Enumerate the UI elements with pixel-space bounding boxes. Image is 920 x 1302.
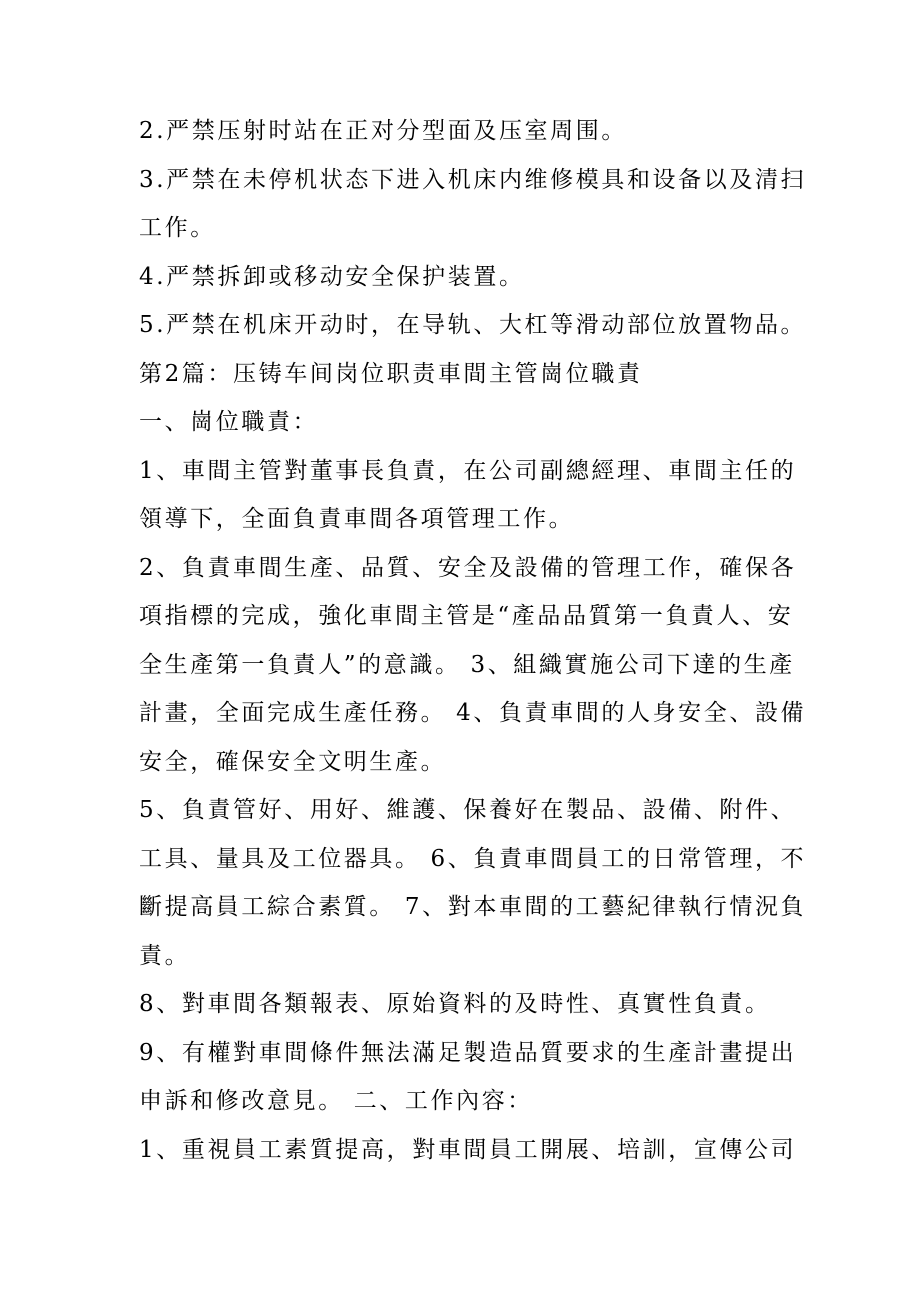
document-body [139, 107, 809, 1174]
paragraph-10: 1、重視員工素質提高，對車間員工開展、培訓，宣傳公司 [139, 1136, 797, 1163]
subsection-heading: 一、崗位職責： [139, 409, 319, 435]
paragraph-9: 9、有權對車間條件無法滿足製造品質要求的生產計畫提出申訴和修改意見。 二、工作內容： [139, 1039, 797, 1114]
paragraph-4: 5.严禁在机床开动时，在导轨、大杠等滑动部位放置物品。 [139, 312, 807, 338]
paragraph-7: 5、負責管好、用好、維護、保養好在製品、設備、附件、工具、量具及工位器具。 6、負責車間員工的日常管理，不斷提高員工綜合素質。 7、對本車間的工藝紀律執行情況負責。 [139, 797, 807, 969]
paragraph-6: 2、負責車間生產、品質、安全及設備的管理工作，確保各項指標的完成，強化車間主管是“產品品質第一負責人、安全生產第一負責人”的意識。 3、組織實施公司下達的生產計畫，全面完成生產任務。 4、負責車間的人身安全、設備安全，確保安全文明生產。 [139, 554, 807, 775]
paragraph-3: 4.严禁拆卸或移动安全保护装置。 [139, 263, 525, 290]
paragraph-2: 3.严禁在未停机状态下进入机床内维修模具和设备以及清扫工作。 [139, 166, 807, 241]
section-heading: 第2篇：压铸车间岗位职责車間主管崗位職責 [139, 360, 643, 387]
paragraph-5: 1、車間主管對董事長負責，在公司副總經理、車間主任的領導下，全面負責車間各項管理工作。 [139, 457, 797, 532]
paragraph-1: 2.严禁压射时站在正对分型面及压室周围。 [139, 118, 627, 144]
paragraph-8: 8、對車間各類報表、原始資料的及時性、真實性負責。 [139, 991, 771, 1017]
